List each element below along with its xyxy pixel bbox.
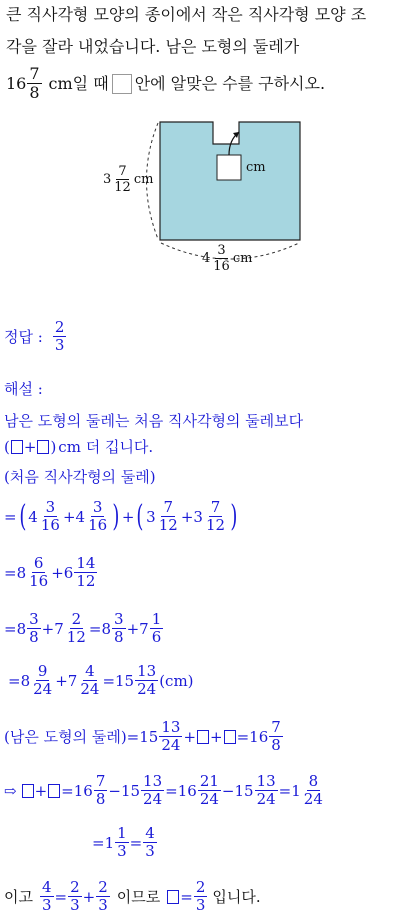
question-fraction: $\frac{7}{8}$ — [29, 64, 40, 102]
solution-para-2: ( + ) cm 더 깁니다. — [4, 437, 154, 456]
solution-line-3: = 8 $\frac{3}{8}$ + 7 $\frac{2}{12}$ = 8 $\frac{3}{8}$ + 7 $\frac{1}{6}$ — [4, 610, 162, 646]
answer-label: 정답 : — [4, 328, 43, 346]
remaining-shape — [160, 122, 300, 240]
answer-line — [4, 320, 67, 353]
solution-para-3: (처음 직사각형의 둘레) — [4, 468, 156, 486]
question-tail: 안에 알맞은 수를 구하시오. — [134, 73, 326, 93]
question-line-3 — [6, 66, 325, 101]
cut-rectangle — [217, 155, 241, 180]
inner-cm-label: cm — [246, 160, 266, 175]
solution-line-8: 이고 $\frac{4}{3}$ = $\frac{2}{3}$ + $\frac{2}{3}$ 이므로 = $\frac{2}{3}$ 입니다. — [4, 878, 261, 914]
shape-figure — [0, 110, 400, 290]
solution-line-2: = 8 $\frac{6}{16}$ + 6 $\frac{14}{12}$ — [4, 554, 96, 590]
question-whole: 16 — [6, 73, 27, 93]
solution-line-7: = 1 $\frac{1}{3}$ = $\frac{4}{3}$ — [92, 824, 155, 860]
solution-para-1: 남은 도형의 둘레는 처음 직사각형의 둘레보다 — [4, 412, 304, 430]
solution-line-4: = 8 $\frac{9}{24}$ + 7 $\frac{4}{24}$ = 15 $\frac{13}{24}$ (cm) — [8, 662, 194, 698]
solution-line-5: (남은 도형의 둘레) = 15 $\frac{13}{24}$ + + = 16 $\frac{7}{8}$ — [4, 718, 281, 754]
height-label: 3 $\frac{7}{12}$ cm — [103, 164, 154, 195]
solution-line-6: ⇨ + = 16 $\frac{7}{8}$ − 15 $\frac{13}{24}$ = 16 $\frac{21}{24}$ − 15 $\frac{13}{24}$ = 1 $\frac{8}{24}$ — [4, 772, 323, 808]
answer-blank-box — [112, 74, 132, 94]
question-line-2: 각을 잘라 내었습니다. 남은 도형의 둘레가 — [6, 37, 300, 56]
solution-line-1: = ( 4 $\frac{3}{16}$ + 4 $\frac{3}{16}$ ) + ( 3 $\frac{7}{12}$ + 3 $\frac{7}{12}$ ) — [4, 498, 238, 534]
answer-fraction: $\frac{2}{3}$ — [54, 318, 65, 354]
question-unit: cm일 때 — [48, 73, 109, 93]
solution-label: 해설 : — [4, 380, 43, 398]
width-label: 4 $\frac{3}{16}$ cm — [202, 243, 253, 274]
question-line-1: 큰 직사각형 모양의 종이에서 작은 직사각형 모양 조 — [6, 5, 367, 24]
